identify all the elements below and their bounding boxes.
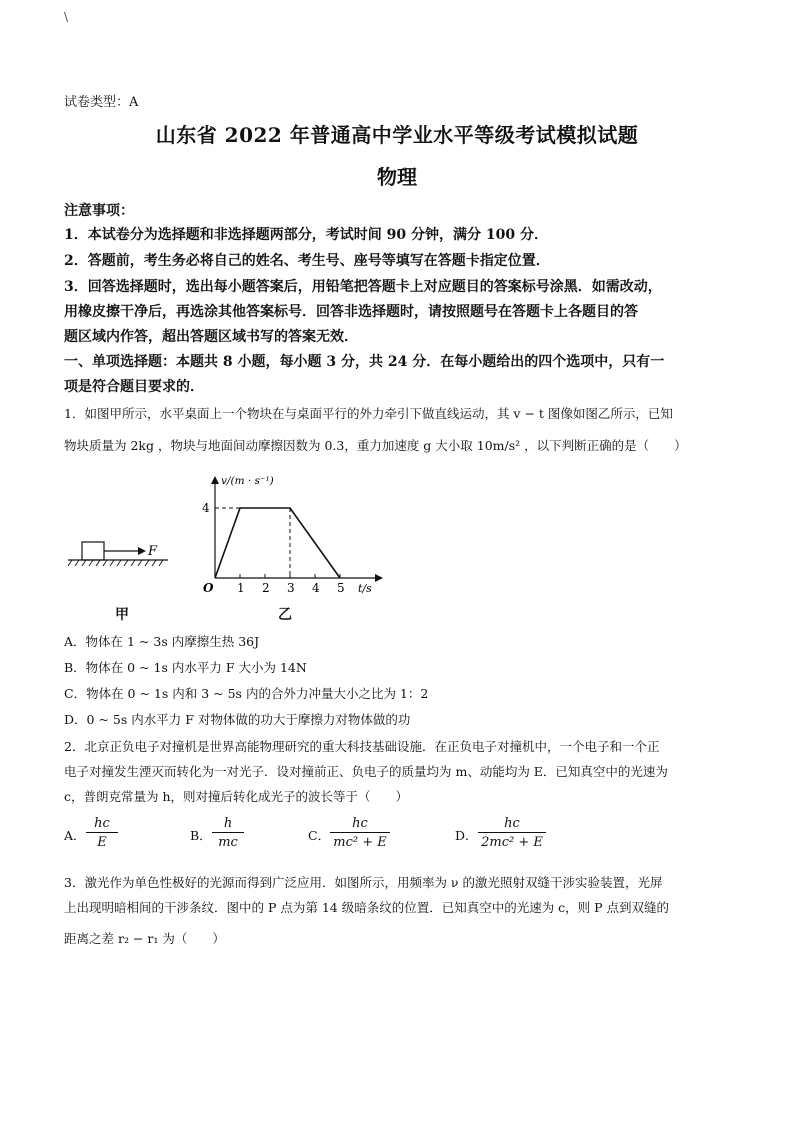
x-tick-label: 2 <box>262 581 270 595</box>
y-axis-label: v/(m · s⁻¹) <box>221 475 274 487</box>
q1-option-c: C．物体在 0 ~ 1s 内和 3 ~ 5s 内的合外力冲量大小之比为 1：2 <box>64 686 429 701</box>
q1-stem: 1．如图甲所示，水平桌面上一个物块在与桌面平行的外力牵引下做直线运动，其 v − t 图像如图乙所示，已知 <box>64 406 673 421</box>
x-tick-label: 1 <box>237 581 245 595</box>
vt-chart <box>190 470 390 595</box>
notice-heading: 注意事项： <box>64 203 134 219</box>
notice-item: 题区域内作答，超出答题区域书写的答案无效． <box>64 329 358 345</box>
y-axis-arrow <box>211 476 219 484</box>
denominator: E <box>97 835 107 850</box>
x-tick-label: 5 <box>337 581 345 595</box>
subject-title: 物理 <box>377 165 417 189</box>
paper-type: 试卷类型：A <box>64 95 139 110</box>
notice-item: 3．回答选择题时，选出每小题答案后，用铅笔把答题卡上对应题目的答案标号涂黑．如需改动， <box>64 279 662 295</box>
block-shape <box>82 542 104 560</box>
q3-stem-cont: 上出现明暗相间的干涉条纹．图中的 P 点为第 14 级暗条纹的位置．已知真空中的光速为 c，则 P 点到双缝的 <box>64 900 670 915</box>
ground-hatching <box>68 560 163 566</box>
section-heading-cont: 项是符合题目要求的． <box>64 379 204 395</box>
q2-option-b-label: B． <box>190 828 212 843</box>
origin-label: O <box>203 581 214 595</box>
q2-option-b-fraction <box>212 816 244 850</box>
q1-option-b: B．物体在 0 ~ 1s 内水平力 F 大小为 14N <box>64 660 307 675</box>
q2-option-a-label: A． <box>64 828 86 843</box>
corner-mark: \ <box>64 10 69 24</box>
numerator: hc <box>86 816 118 833</box>
figure-block-diagram <box>66 530 176 580</box>
q3-stem-cont: 距离之差 r₂ − r₁ 为（ ） <box>64 931 225 946</box>
page-title: 山东省 2022 年普通高中学业水平等级考试模拟试题 <box>155 123 639 147</box>
force-label: F <box>148 544 158 559</box>
q1-option-d: D．0 ~ 5s 内水平力 F 对物体做的功大于摩擦力对物体做的功 <box>64 712 411 727</box>
q2-option-c-label: C． <box>308 828 331 843</box>
section-heading: 一、单项选择题：本题共 8 小题，每小题 3 分，共 24 分．在每小题给出的四个选项中，只有一 <box>64 354 665 370</box>
q2-stem: 2．北京正负电子对撞机是世界高能物理研究的重大科技基础设施．在正负电子对撞机中，一个电子和一个正 <box>64 739 660 754</box>
q1-stem-cont: 物块质量为 2kg ，物块与地面间动摩擦因数为 0.3，重力加速度 g 大小取 10m/s² ，以下判断正确的是（ ） <box>64 438 687 453</box>
q2-option-d-fraction <box>478 816 546 850</box>
figure-a-label: 甲 <box>115 607 129 623</box>
notice-item: 2．答题前，考生务必将自己的姓名、考生号、座号等填写在答题卡指定位置． <box>64 253 550 269</box>
q3-stem: 3．激光作为单色性极好的光源而得到广泛应用．如图所示，用频率为 ν 的激光照射双缝干涉实验装置，光屏 <box>64 875 663 890</box>
q2-option-a-fraction <box>86 816 118 850</box>
notice-item: 1．本试卷分为选择题和非选择题两部分，考试时间 90 分钟，满分 100 分． <box>64 227 548 243</box>
x-axis-arrow <box>375 574 383 582</box>
q2-option-c-fraction <box>330 816 390 850</box>
figure-b-label: 乙 <box>278 607 292 623</box>
guide-lines <box>215 508 290 578</box>
denominator: mc <box>218 835 238 850</box>
x-axis-label: t/s <box>358 582 372 595</box>
numerator: h <box>212 816 244 833</box>
force-arrowhead <box>138 547 146 555</box>
denominator: mc² + E <box>333 835 387 850</box>
numerator: hc <box>330 816 390 833</box>
x-ticks <box>237 574 345 595</box>
q2-option-d-label: D． <box>455 828 478 843</box>
x-tick-label: 4 <box>312 581 320 595</box>
numerator: hc <box>478 816 546 833</box>
series-line <box>215 508 340 578</box>
y-tick-label: 4 <box>202 501 210 515</box>
denominator: 2mc² + E <box>481 835 543 850</box>
q1-option-a: A．物体在 1 ~ 3s 内摩擦生热 36J <box>64 634 260 649</box>
q2-stem-cont: 电子对撞发生湮灭而转化为一对光子．设对撞前正、负电子的质量均为 m、动能均为 E．已知真空中的光速为 <box>64 764 668 779</box>
q2-stem-cont: c，普朗克常量为 h，则对撞后转化成光子的波长等于（ ） <box>64 789 409 804</box>
x-tick-label: 3 <box>287 581 295 595</box>
notice-item: 用橡皮擦干净后，再选涂其他答案标号．回答非选择题时，请按照题号在答题卡上各题目的答 <box>64 304 638 320</box>
